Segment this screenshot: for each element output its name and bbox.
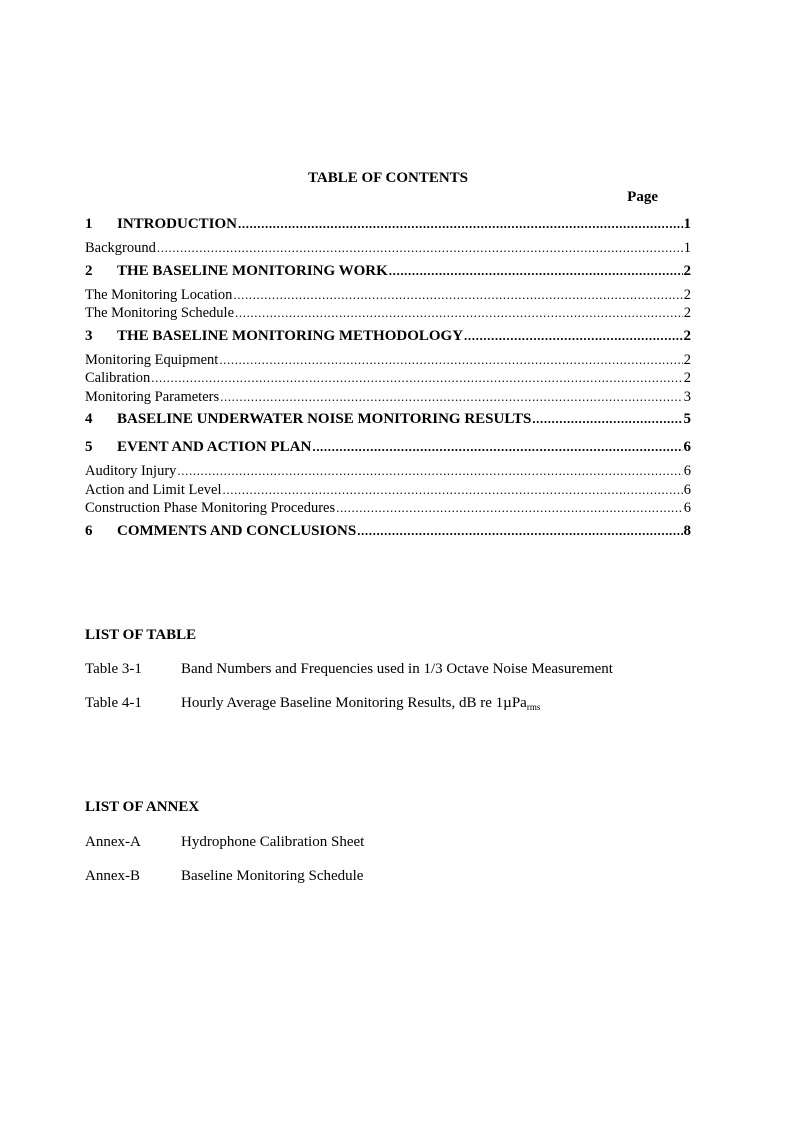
toc-page-number: 2 [683,305,691,321]
annex-title: Baseline Monitoring Schedule [181,868,364,884]
toc-page-number: 5 [683,411,691,427]
dot-leader [464,325,682,347]
rms-subscript: rms [526,702,541,712]
toc-page-number: 2 [683,351,691,368]
dot-leader [151,369,683,388]
dot-leader [312,436,682,458]
toc-entry-title: THE BASELINE MONITORING METHODOLOGY [117,327,464,344]
annex-list-item [85,868,363,885]
toc-section-number: 1 [85,216,93,232]
toc-entry-title: BASELINE UNDERWATER NOISE MONITORING RESULTS [117,411,532,427]
toc-section-number: 2 [85,262,93,279]
toc-entry-title: The Monitoring Schedule [85,305,235,321]
toc-entry-title: INTRODUCTION [117,216,238,232]
table-code: Table 4-1 [85,695,142,711]
dot-leader [223,481,683,500]
toc-section-number: 4 [85,411,93,427]
toc-page-number: 6 [683,463,691,479]
toc-section-number: 6 [85,522,93,539]
dot-leader [532,408,682,430]
toc-title: TABLE OF CONTENTS [307,170,469,186]
toc-entry-title: COMMENTS AND CONCLUSIONS [117,522,357,539]
dot-leader [357,520,682,542]
toc-page-number: 2 [683,286,691,303]
dot-leader [238,213,682,235]
annex-code: Annex-B [85,868,140,884]
toc-entry-title: Auditory Injury [85,463,177,479]
table-list-item [85,695,540,712]
table-caption: Band Numbers and Frequencies used in 1/3 Octave Noise Measurement [181,661,613,677]
toc-subsection-entry[interactable] [85,239,691,258]
toc-subsection-entry[interactable] [85,462,691,481]
toc-entry-title: Monitoring Parameters [85,388,220,405]
toc-entry-title: EVENT AND ACTION PLAN [117,439,312,455]
dot-leader [336,499,683,518]
dot-leader [177,462,682,481]
toc-subsection-entry[interactable] [85,481,691,500]
annex-list-item [85,834,364,851]
dot-leader [157,239,683,258]
toc-subsection-entry[interactable] [85,369,691,388]
toc-page-number: 8 [683,522,691,539]
annex-title: Hydrophone Calibration Sheet [181,834,365,850]
dot-leader [220,388,683,407]
toc-section-entry[interactable] [85,260,691,286]
toc-page-number: 6 [683,481,691,498]
toc-page-number: 3 [683,388,691,405]
dot-leader [233,286,682,305]
toc-subsection-entry[interactable] [85,304,691,323]
toc-entry-title: Action and Limit Level [85,481,222,498]
toc-subsection-entry[interactable] [85,499,691,518]
toc-page-number: 6 [683,500,691,516]
dot-leader [219,351,682,370]
toc-section-entry[interactable] [85,325,691,351]
toc-section-number: 5 [85,439,93,455]
toc-entry-title: Construction Phase Monitoring Procedures [85,500,336,516]
toc-section-entry[interactable] [85,213,691,239]
toc-section-entry[interactable] [85,408,691,434]
toc-entry-title: THE BASELINE MONITORING WORK [117,262,388,279]
list-of-annex-heading: LIST OF ANNEX [85,799,200,815]
toc-section-entry[interactable] [85,436,691,462]
list-of-table-heading: LIST OF TABLE [85,627,197,643]
toc-entry-title: Monitoring Equipment [85,351,219,368]
table-code: Table 3-1 [85,661,142,677]
table-list-item [85,661,613,678]
toc-section-entry[interactable] [85,520,691,546]
toc-subsection-entry[interactable] [85,351,691,370]
toc-subsection-entry[interactable] [85,388,691,407]
toc-list [85,213,691,546]
toc-page-number: 2 [683,370,691,386]
toc-entry-title: Calibration [85,370,151,386]
dot-leader [389,260,683,282]
toc-page-number: 2 [683,262,691,279]
table-caption: Hourly Average Baseline Monitoring Results, dB re 1µPa$_{rms}$ [181,695,541,712]
toc-section-number: 3 [85,327,93,344]
toc-page-number: 6 [683,439,691,455]
toc-subsection-entry[interactable] [85,286,691,305]
toc-entry-title: Background [85,240,156,256]
toc-page-number: 1 [683,240,691,256]
annex-code: Annex-A [85,834,141,850]
dot-leader [235,304,683,323]
toc-page-number: 1 [683,216,691,232]
page-column-header: Page [627,189,658,205]
toc-entry-title: The Monitoring Location [85,286,233,303]
toc-page-number: 2 [683,327,691,344]
